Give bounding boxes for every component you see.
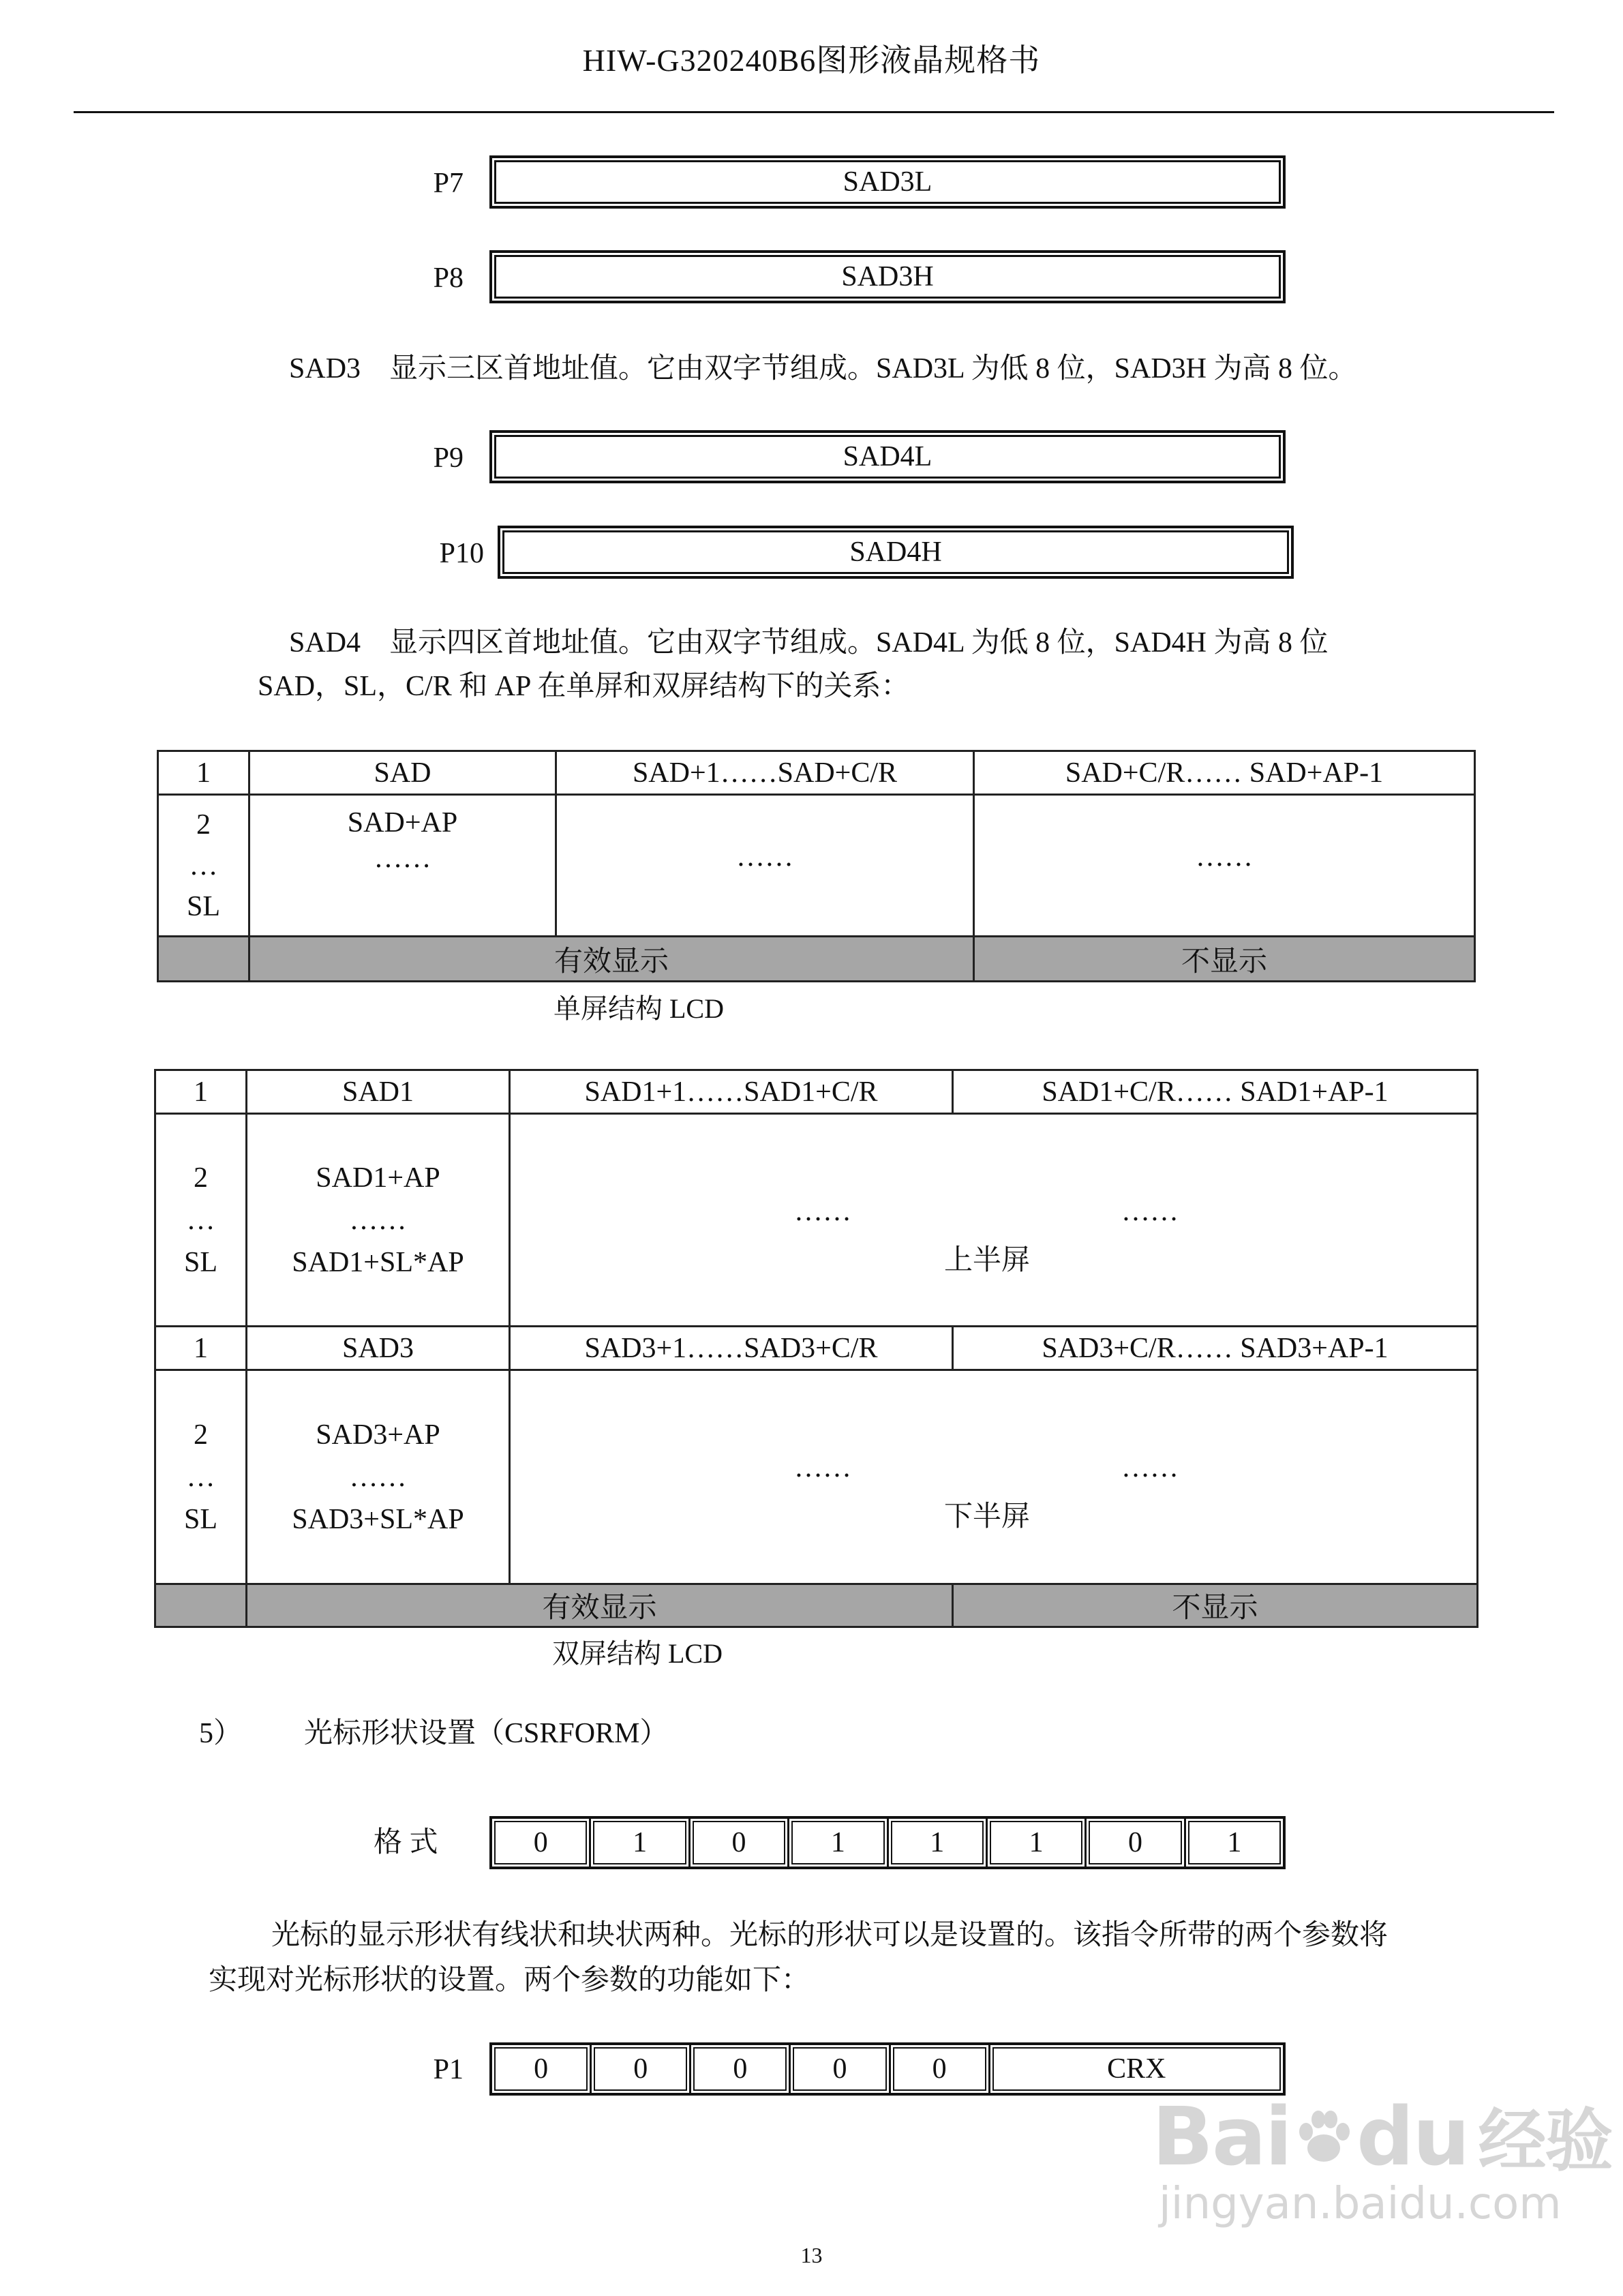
register-box-sad3l: SAD3L: [489, 155, 1286, 209]
register-label-p8: P8: [433, 262, 464, 294]
single-screen-caption: 单屏结构 LCD: [553, 993, 724, 1024]
cell-sad1-sl-ap: SAD1+SL*AP: [292, 1246, 464, 1278]
valid-display-label: 有效显示: [249, 937, 974, 982]
cell-sad1-ap: SAD1+AP: [316, 1162, 440, 1194]
cell-ellipsis: ……: [1121, 1452, 1179, 1483]
cell-ellipsis: ……: [349, 1461, 407, 1493]
sad3-description: SAD3 显示三区首地址值。它由双字节组成。SAD3L 为低 8 位，SAD3H 为高 8 位。: [289, 353, 1357, 384]
cell-ellipsis: ……: [556, 795, 974, 937]
row-index-stack: [158, 795, 249, 937]
cell-sad3-range: SAD3+1……SAD3+C/R: [510, 1327, 953, 1370]
row-index-sl: SL: [183, 1503, 217, 1535]
register-label-p9: P9: [433, 442, 464, 474]
cell-sad-range: SAD+1……SAD+C/R: [556, 751, 974, 795]
cell-sad-hidden-range: SAD+C/R…… SAD+AP-1: [974, 751, 1475, 795]
row-index-stack: [155, 1114, 247, 1327]
no-display-label: 不显示: [974, 937, 1475, 982]
p1-bit: 0: [791, 2045, 890, 2093]
format-bit: 1: [789, 1819, 888, 1867]
upper-screen-region: [510, 1114, 1478, 1327]
cell-ellipsis: ……: [974, 795, 1475, 937]
row-index-2: 2: [194, 1162, 208, 1194]
cell-sad3-ap-stack: [247, 1370, 510, 1584]
cell-sad: SAD: [249, 751, 556, 795]
row-index-2: 2: [194, 1419, 208, 1451]
cell-sad3-hidden-range: SAD3+C/R…… SAD3+AP-1: [953, 1327, 1478, 1370]
row-index: 1: [155, 1327, 247, 1370]
page-number: 13: [800, 2243, 823, 2267]
register-label-p10: P10: [439, 538, 484, 569]
table-footer-row: [155, 1584, 1478, 1627]
row-index-ellipsis: …: [189, 849, 218, 881]
section-number: 5）: [199, 1718, 243, 1749]
row-index: 1: [158, 751, 249, 795]
cursor-description-line1: 光标的显示形状有线状和块状两种。光标的形状可以是设置的。该指令所带的两个参数将: [271, 1920, 1389, 1951]
cell-sad1-range: SAD1+1……SAD1+C/R: [510, 1070, 953, 1114]
row-index-ellipsis: …: [186, 1461, 215, 1493]
register-box-sad4h: SAD4H: [498, 526, 1294, 579]
header-rule: [74, 111, 1554, 113]
watermark-brand-part2: du: [1356, 2089, 1469, 2184]
section-title: 光标形状设置（CSRFORM）: [304, 1718, 669, 1749]
row-index: 1: [155, 1070, 247, 1114]
table-row: [155, 1070, 1478, 1114]
p1-bit: 0: [492, 2045, 592, 2093]
sad4-description: SAD4 显示四区首地址值。它由双字节组成。SAD4L 为低 8 位，SAD4H 为高 8 位: [289, 627, 1329, 659]
no-display-label: 不显示: [953, 1584, 1478, 1627]
paw-icon: [1291, 2095, 1356, 2160]
format-label: 格 式: [374, 1827, 438, 1858]
table-row: [155, 1327, 1478, 1370]
cell-sad1-hidden-range: SAD1+C/R…… SAD1+AP-1: [953, 1070, 1478, 1114]
format-bit: 1: [988, 1819, 1087, 1867]
cell-sad-ap: [249, 795, 556, 937]
p1-bit: 0: [691, 2045, 791, 2093]
lower-screen-label: 下半屏: [944, 1501, 1031, 1532]
table-row: [158, 795, 1475, 937]
row-index-2: 2: [196, 809, 211, 841]
cell-ellipsis: ……: [374, 843, 431, 874]
format-bits: [489, 1816, 1286, 1869]
table-row: [155, 1114, 1478, 1327]
watermark-url: jingyan.baidu.com: [1159, 2179, 1562, 2229]
format-bit: 0: [1087, 1819, 1185, 1867]
lower-screen-region: [510, 1370, 1478, 1584]
cell-sad-ap-text: SAD+AP: [347, 807, 458, 839]
dual-screen-table: [154, 1069, 1478, 1628]
cell-ellipsis: ……: [1121, 1196, 1179, 1227]
watermark-brand: [1152, 2086, 1612, 2184]
watermark-brand-part1: Bai: [1152, 2089, 1292, 2184]
cell-sad1: SAD1: [247, 1070, 510, 1114]
format-bit: 1: [889, 1819, 988, 1867]
p1-bit: 0: [891, 2045, 990, 2093]
dual-screen-caption: 双屏结构 LCD: [552, 1638, 723, 1669]
cell-ellipsis: ……: [794, 1452, 851, 1483]
cell-sad3-ap: SAD3+AP: [316, 1419, 440, 1451]
cell-ellipsis: ……: [349, 1204, 407, 1236]
cell-sad3: SAD3: [247, 1327, 510, 1370]
register-box-sad4l: SAD4L: [489, 430, 1286, 483]
table-footer-row: [158, 937, 1475, 982]
register-label-p1: P1: [433, 2054, 464, 2085]
table-row: [158, 751, 1475, 795]
format-bit: 1: [591, 1819, 690, 1867]
p1-field-crx: CRX: [990, 2045, 1283, 2093]
table-row: [155, 1370, 1478, 1584]
cell-ellipsis: ……: [794, 1196, 851, 1227]
row-index-sl: SL: [183, 1246, 217, 1278]
cell-sad3-sl-ap: SAD3+SL*AP: [292, 1503, 464, 1535]
register-box-sad3h: SAD3H: [489, 250, 1286, 303]
valid-display-label: 有效显示: [247, 1584, 953, 1627]
watermark-cn: 经验: [1478, 2101, 1612, 2181]
upper-screen-label: 上半屏: [944, 1245, 1031, 1276]
cell-sad1-ap-stack: [247, 1114, 510, 1327]
row-index-sl: SL: [186, 890, 220, 922]
row-index-stack: [155, 1370, 247, 1584]
format-bit: 1: [1186, 1819, 1283, 1867]
single-screen-table: [157, 750, 1476, 982]
format-bit: 0: [492, 1819, 591, 1867]
format-bit: 0: [691, 1819, 789, 1867]
cursor-description-line2: 实现对光标形状的设置。两个参数的功能如下：: [209, 1965, 810, 1996]
relation-description: SAD，SL，C/R 和 AP 在单屏和双屏结构下的关系：: [258, 671, 910, 702]
register-label-p7: P7: [433, 168, 464, 199]
page-header-title: HIW-G320240B6图形液晶规格书: [582, 43, 1041, 78]
p1-bit: 0: [592, 2045, 691, 2093]
row-index-ellipsis: …: [186, 1204, 215, 1236]
